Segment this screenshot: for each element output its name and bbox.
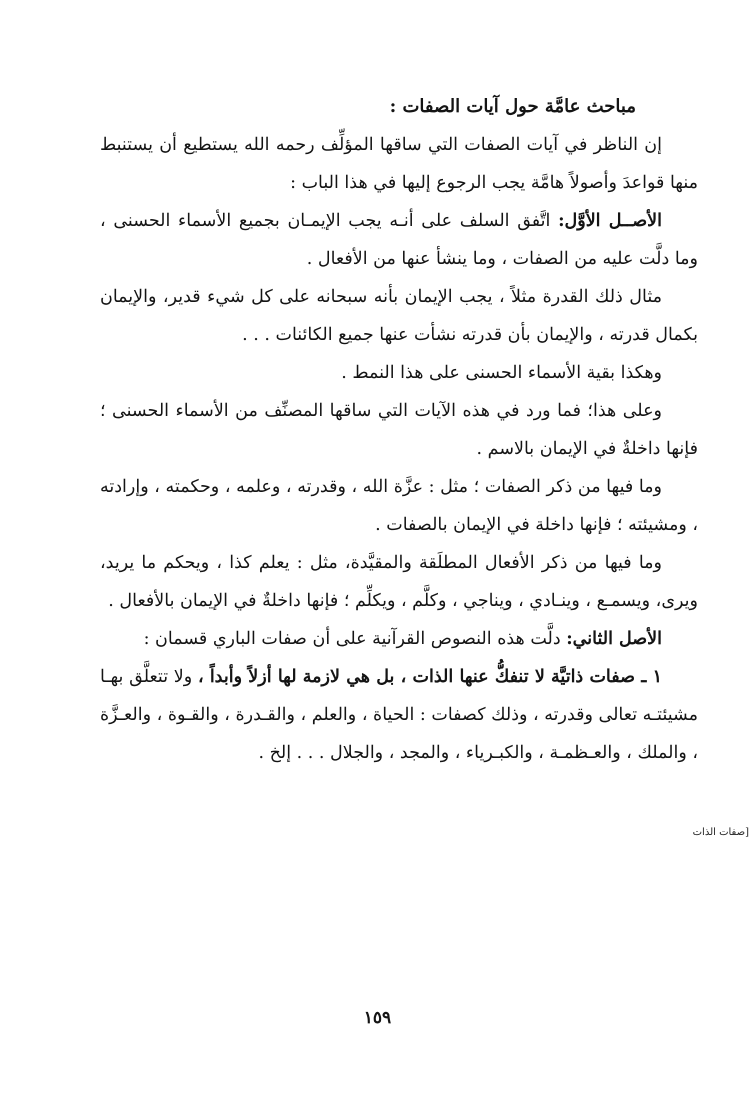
- first-principle-label: الأصــل الأوَّل:: [558, 211, 662, 231]
- essential-attributes-heading: ١ ـ صفات ذاتيَّة لا تنفكُّ عنها الذات ، بل هي لازمة لها أزلاً وأبداً ،: [197, 667, 662, 687]
- page-number: ١٥٩: [363, 1008, 392, 1028]
- paragraph-second-principle: [100, 620, 698, 658]
- text-body: [100, 88, 698, 772]
- paragraph-names: وعلى هذا؛ فما ورد في هذه الآيات التي ساقها المصنِّف من الأسماء الحسنى ؛ فإنها داخلةٌ في الإيمان بالاسم .: [100, 401, 698, 459]
- second-principle-text: دلَّت هذه النصوص القرآنية على أن صفات الباري قسمان :: [143, 629, 567, 649]
- second-principle-label: الأصل الثاني:: [566, 629, 662, 649]
- paragraph-pattern: وهكذا بقية الأسماء الحسنى على هذا النمط .: [341, 363, 662, 383]
- paragraph-actions: وما فيها من ذكر الأفعال المطلَقة والمقيَّدة، مثل : يعلم كذا ، ويحكم ما يريد، ويرى، ويسمـع ، وينـادي ، ويناجي ، وكلَّم ، ويكلِّم ؛ فإنها داخلةٌ في الإيمان بالأفعال .: [100, 553, 698, 611]
- first-principle-text: اتَّفق السلف على أنـه يجب الإيمـان بجميع الأسماء الحسنى ، وما دلَّت عليه من الصفات ، وما ينشأ عنها من الأفعال .: [100, 211, 698, 269]
- margin-note: [صفات الذات: [692, 827, 749, 838]
- essential-attributes-text: ولا تتعلَّق بهـا مشيئتـه تعالى وقدرته ، وذلك كصفات : الحياة ، والعلم ، والقـدرة ، والقـوة ، والعـزَّة ، والملك ، والعـظمـة ، والكبـرياء ، والمجد ، والجلال . . . إلخ .: [100, 667, 698, 763]
- paragraph-intro: إن الناظر في آيات الصفات التي ساقها المؤلِّف رحمه الله يستطيع أن يستنبط منها قواعدَ وأصولاً هامَّة يجب الرجوع إليها في هذا الباب :: [100, 135, 698, 193]
- section-heading: مباحث عامَّة حول آيات الصفات :: [389, 96, 636, 117]
- paragraph-first-principle: [100, 202, 698, 278]
- paragraph-essential-attributes: [100, 658, 698, 772]
- paragraph-attributes: وما فيها من ذكر الصفات ؛ مثل : عزَّة الله ، وقدرته ، وعلمه ، وحكمته ، وإرادته ، ومشيئته ؛ فإنها داخلة في الإيمان بالصفات .: [100, 477, 698, 535]
- paragraph-example: مثال ذلك القدرة مثلاً ، يجب الإيمان بأنه سبحانه على كل شيء قدير، والإيمان بكمال قدرته ، والإيمان بأن قدرته نشأت عنها جميع الكائنات . . .: [100, 287, 698, 345]
